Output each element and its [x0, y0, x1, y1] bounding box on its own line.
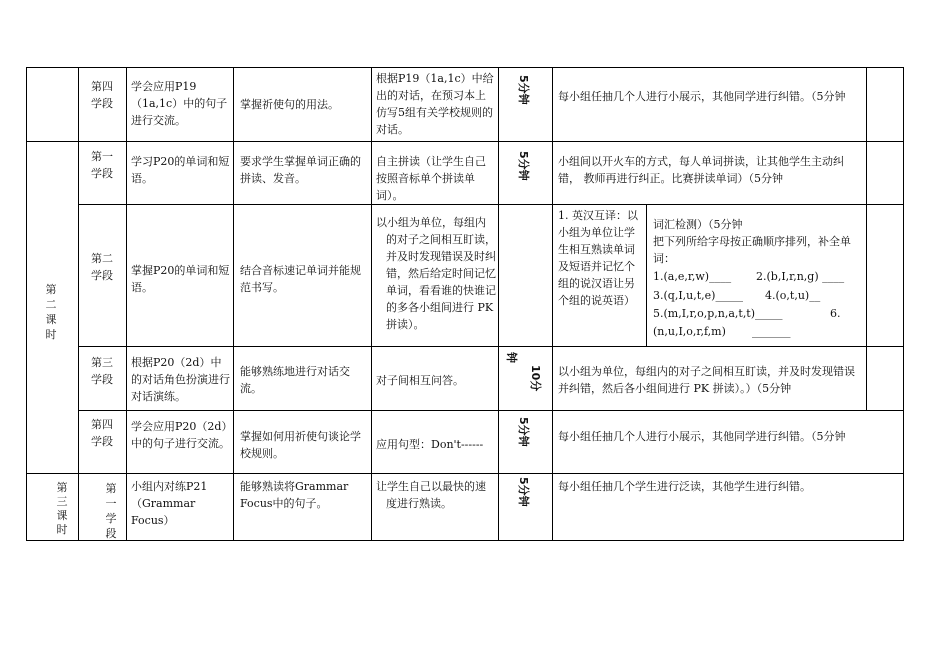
- assessment-title: 词汇检测）（5分钟: [653, 218, 743, 231]
- quiz-item: 3.(q,I,u,t,e)_____: [653, 289, 743, 302]
- table-line: [26, 67, 904, 68]
- stage-label: 第一学段: [105, 482, 117, 540]
- period-label: 第三课时: [56, 481, 68, 536]
- content-cell: 学会应用P20（2d）中的句子进行交流。: [131, 420, 230, 450]
- time-cell: 5分钟: [517, 75, 530, 105]
- method-cell: 以小组为单位，每组内的对子之间相互盯读，并及时发现错误及时纠错，然后给定时间记忆单词，看看谁的快谁记的多各小组间进行 PK 拼读）。: [376, 216, 496, 331]
- table-line: [126, 67, 127, 541]
- quiz-item: (n,u,I,o,r,f,m): [653, 325, 726, 338]
- time-cell: 5分钟: [517, 151, 530, 181]
- table-line: [26, 67, 27, 541]
- table-line: [552, 67, 553, 541]
- table-line: [646, 204, 647, 347]
- method-cell: 对子间相互问答。: [376, 374, 464, 387]
- stage-label: 第二学段: [91, 252, 113, 282]
- goal-cell: 能够熟读将Grammar Focus中的句子。: [240, 480, 349, 510]
- assessment-cell: 以小组为单位，每组内的对子之间相互盯读，并及时发现错误并纠错，然后各小组间进行 PK 拼读）。）（5分钟: [558, 365, 855, 395]
- time-cell: 10分: [529, 365, 542, 392]
- content-cell: 学会应用P19（1a,1c）中的句子进行交流。: [131, 80, 228, 127]
- table-line: [78, 346, 904, 347]
- method-cell: 让学生自己以最快的速度进行熟读。: [376, 480, 486, 510]
- content-cell: 小组内对练P21（Grammar Focus）: [131, 480, 208, 527]
- table-line: [26, 141, 904, 142]
- table-line: [78, 204, 904, 205]
- time-cell: 5分钟: [517, 477, 530, 507]
- goal-cell: 掌握如何用祈使句谈论学校规则。: [240, 430, 361, 460]
- table-line: [903, 67, 904, 541]
- time-cell: 钟: [505, 352, 518, 363]
- goal-cell: 能够熟练地进行对话交流。: [240, 365, 350, 395]
- stage-label: 第四学段: [91, 418, 113, 448]
- time-cell: 5分钟: [517, 417, 530, 447]
- table-line: [371, 67, 372, 541]
- quiz-item: 5.(m,I,r,o,p,n,a,t,t)_____: [653, 307, 783, 320]
- content-cell: 学习P20的单词和短语。: [131, 155, 230, 185]
- method-cell: 应用句型：Don't------: [376, 438, 484, 451]
- assessment-instruction: 把下列所给字母按正确顺序排列，补全单词：: [653, 235, 851, 265]
- quiz-item: 4.(o,t,u)__: [765, 289, 821, 302]
- table-line: [233, 67, 234, 541]
- goal-cell: 要求学生掌握单词正确的拼读、发音。: [240, 155, 361, 185]
- table-line: [78, 67, 79, 541]
- table-line: [866, 67, 867, 410]
- quiz-item: 6.: [830, 307, 841, 320]
- stage-label: 第三学段: [91, 356, 113, 386]
- goal-cell: 掌握祈使句的用法。: [240, 98, 339, 111]
- time-detail-cell: 1. 英汉互译：以小组为单位让学生相互熟读单词及短语并记忆个组的说汉语让另个组的说英语）: [558, 209, 638, 307]
- assessment-cell: 小组间以开火车的方式，每人单词拼读，让其他学生主动纠错， 教师再进行纠正。比赛拼读单词）（5分钟: [558, 155, 844, 185]
- table-line: [26, 540, 904, 541]
- table-line: [78, 410, 904, 411]
- goal-cell: 结合音标速记单词并能规范书写。: [240, 264, 361, 294]
- assessment-cell: 每小组任抽几个人进行小展示，其他同学进行纠错。（5分钟: [558, 90, 846, 103]
- stage-label: 第一学段: [91, 150, 113, 180]
- stage-label: 第四学段: [91, 80, 113, 110]
- method-cell: 自主拼读（让学生自己按照音标单个拼读单词）。: [376, 155, 486, 202]
- table-line: [498, 67, 499, 541]
- method-cell: 根据P19（1a,1c）中给出的对话，在预习本上仿写5组有关学校规则的对话。: [376, 72, 494, 136]
- time-cell: [518, 245, 532, 285]
- content-cell: 根据P20（2d）中的对话角色扮演进行对话演练。: [131, 356, 230, 403]
- table-line: [26, 473, 904, 474]
- quiz-item: 1.(a,e,r,w)____: [653, 270, 732, 283]
- quiz-item: 2.(b,I,r,n,g) ____: [756, 270, 845, 283]
- assessment-cell: 每小组任抽几个人进行小展示，其他同学进行纠错。（5分钟: [558, 430, 846, 443]
- period-label: 第二课时: [45, 283, 57, 341]
- content-cell: 掌握P20的单词和短语。: [131, 264, 230, 294]
- assessment-cell: 每小组任抽几个学生进行泛读，其他学生进行纠错。: [558, 480, 811, 493]
- quiz-blank: _______: [752, 325, 791, 338]
